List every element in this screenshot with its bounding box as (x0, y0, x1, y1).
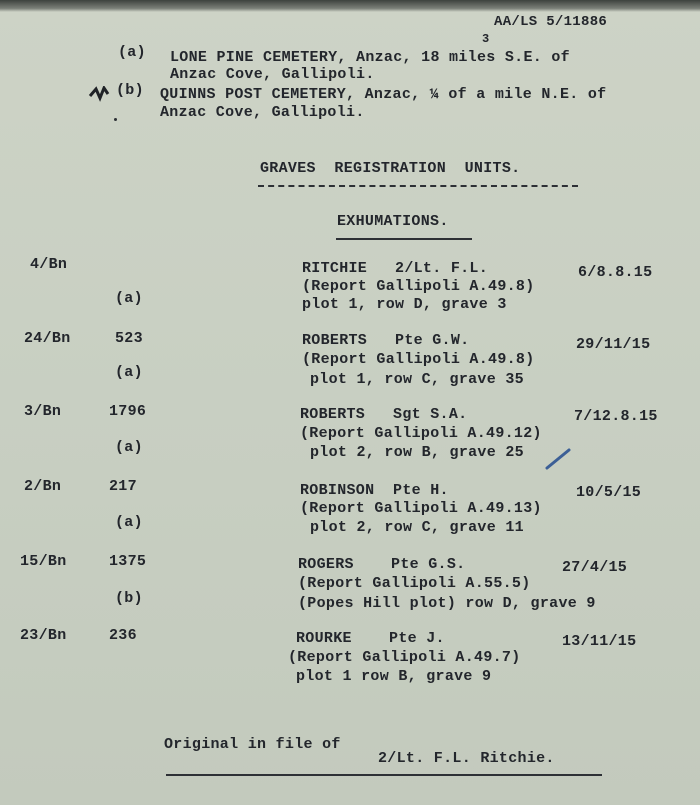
entry-report: (Report Gallipoli A.49.13) (300, 500, 542, 517)
footer-name: 2/Lt. F.L. Ritchie. (378, 750, 555, 767)
entry-name-rank: ROBERTS Pte G.W. (302, 332, 470, 349)
entry-cemetery-key: (b) (115, 590, 143, 607)
entry-unit: 3/Bn (24, 403, 62, 420)
entry-cemetery-key: (a) (115, 290, 143, 307)
entry-unit: 15/Bn (20, 553, 67, 570)
entry-location: plot 2, row B, grave 25 (310, 444, 524, 461)
blue-pencil-check-mark (545, 448, 571, 470)
footer-label: Original in file of (164, 736, 341, 753)
handwritten-correction-mark: 3 (482, 32, 490, 46)
entry-location: (Popes Hill plot) row D, grave 9 (298, 595, 596, 612)
entry-name-rank: RITCHIE 2/Lt. F.L. (302, 260, 489, 277)
entry-name-rank: ROGERS Pte G.S. (298, 556, 466, 573)
entry-location: plot 1, row D, grave 3 (302, 296, 507, 313)
subsection-title-underline (336, 238, 472, 240)
entry-report: (Report Gallipoli A.49.8) (302, 351, 535, 368)
ink-blot-mark (88, 86, 110, 102)
stray-ink-dot (114, 118, 117, 121)
entry-name-rank: ROBINSON Pte H. (300, 482, 449, 499)
subsection-title: EXHUMATIONS. (337, 213, 449, 230)
entry-number: 1375 (109, 553, 147, 570)
entry-report: (Report Gallipoli A.49.12) (300, 425, 542, 442)
entry-cemetery-key: (a) (115, 514, 143, 531)
entry-report: (Report Gallipoli A.49.8) (302, 278, 535, 295)
cemetery-a-line2: Anzac Cove, Gallipoli. (170, 66, 375, 83)
entry-location: plot 1 row B, grave 9 (296, 668, 492, 685)
entry-unit: 23/Bn (20, 627, 67, 644)
cemetery-b-line2: Anzac Cove, Gallipoli. (160, 104, 365, 121)
entry-date: 7/12.8.15 (574, 408, 658, 425)
cemetery-b-key: (b) (116, 82, 144, 99)
entry-name-rank: ROBERTS Sgt S.A. (300, 406, 468, 423)
entry-name-rank: ROURKE Pte J. (296, 630, 445, 647)
entry-location: plot 2, row C, grave 11 (310, 519, 524, 536)
entry-unit: 4/Bn (30, 256, 68, 273)
entry-date: 27/4/15 (562, 559, 628, 576)
cemetery-a-key: (a) (118, 44, 146, 61)
footer-underline (166, 774, 602, 776)
entry-cemetery-key: (a) (115, 439, 143, 456)
entry-number: 1796 (109, 403, 147, 420)
entry-cemetery-key: (a) (115, 364, 143, 381)
scan-top-edge (0, 0, 700, 12)
entry-report: (Report Gallipoli A.49.7) (288, 649, 521, 666)
entry-number: 217 (109, 478, 137, 495)
reference-number: AA/LS 5/11886 (494, 14, 608, 30)
cemetery-a-line1: LONE PINE CEMETERY, Anzac, 18 miles S.E. of (170, 49, 570, 66)
entry-date: 6/8.8.15 (578, 264, 653, 281)
entry-number: 236 (109, 627, 137, 644)
entry-date: 29/11/15 (576, 336, 651, 353)
entry-date: 10/5/15 (576, 484, 642, 501)
cemetery-b-line1: QUINNS POST CEMETERY, Anzac, ¼ of a mile N.E. of (160, 86, 607, 103)
entry-number: 523 (115, 330, 143, 347)
entry-unit: 2/Bn (24, 478, 62, 495)
entry-date: 13/11/15 (562, 633, 637, 650)
entry-unit: 24/Bn (24, 330, 71, 347)
entry-report: (Report Gallipoli A.55.5) (298, 575, 531, 592)
entry-location: plot 1, row C, grave 35 (310, 371, 524, 388)
section-title: GRAVES REGISTRATION UNITS. (260, 160, 521, 177)
section-title-underline (258, 185, 578, 187)
